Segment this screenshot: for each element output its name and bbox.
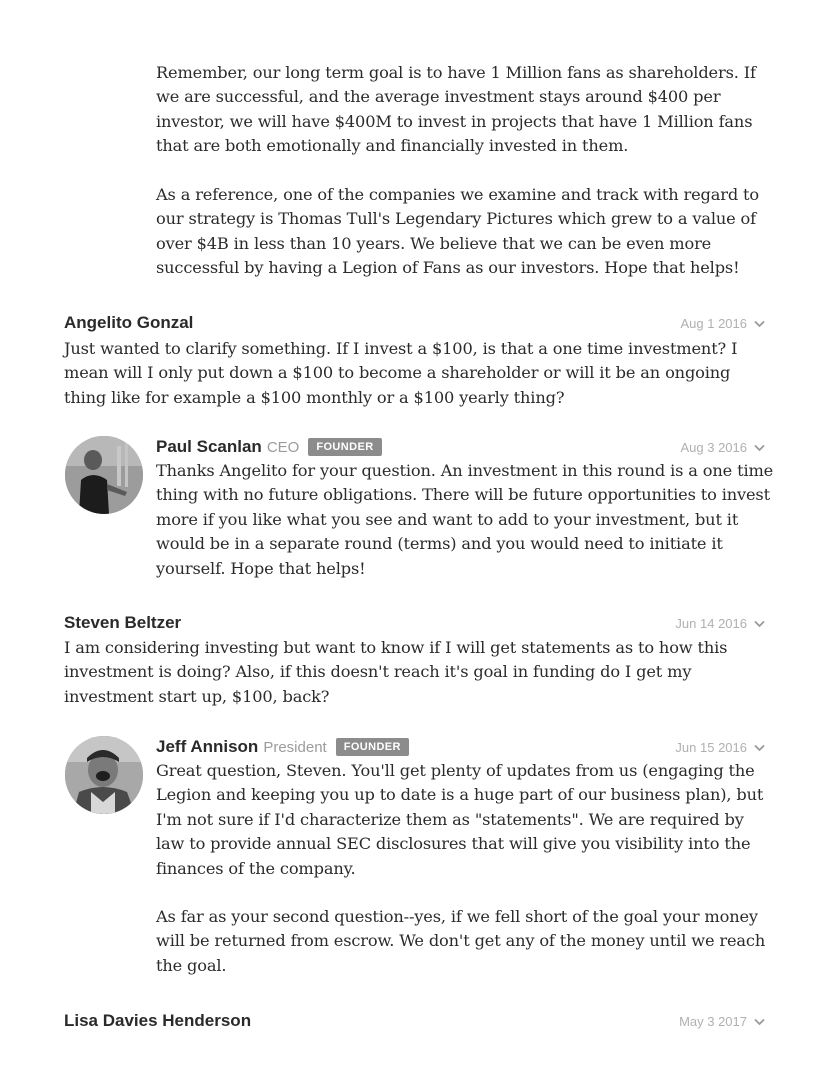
comment-header — [64, 613, 181, 633]
avatar-photo — [65, 736, 143, 814]
comment-date-text: Aug 1 2016 — [680, 316, 747, 331]
avatar[interactable] — [65, 736, 143, 814]
reply-role: CEO — [266, 438, 300, 456]
comment-header — [64, 1011, 251, 1031]
comment-author[interactable]: Lisa Davies Henderson — [64, 1011, 252, 1030]
chevron-down-icon[interactable] — [754, 444, 765, 452]
comment-date-text: Jun 14 2016 — [675, 616, 747, 631]
reply-paragraph: Great question, Steven. You'll get plenty of updates from us (engaging the Legion and keeping you up to date is a huge part of our business plan), but I'm not sure if I'd characterize them as "statements". We are required by law to provide annual SEC disclosures that will give you visibility into the finances of the company. — [156, 761, 764, 878]
comment-text: I am considering investing but want to know if I will get statements as to how this investment is doing? Also, if this doesn't reach it's goal in funding do I get my investment start up, $100, back? — [64, 638, 728, 706]
comment-date[interactable] — [675, 616, 765, 631]
reply-date[interactable] — [680, 440, 765, 455]
founder-badge: FOUNDER — [336, 738, 409, 756]
reply-paragraph: As a reference, one of the companies we examine and track with regard to our strategy is Thomas Tull's Legendary Pictures which grew to a value of over $4B in less than 10 years. We believe that we can be even more successful by having a Legion of Fans as our investors. Hope that helps! — [156, 185, 760, 278]
chevron-down-icon[interactable] — [754, 320, 765, 328]
reply-date[interactable] — [675, 740, 765, 755]
reply-date-text: Jun 15 2016 — [675, 740, 747, 755]
comment-date-text: May 3 2017 — [679, 1014, 747, 1029]
comment-header — [64, 313, 193, 333]
reply-author[interactable]: Jeff Annison — [156, 737, 259, 756]
reply-date-text: Aug 3 2016 — [680, 440, 747, 455]
comment-author[interactable]: Steven Beltzer — [64, 613, 182, 632]
comment-date[interactable] — [680, 316, 765, 331]
reply-text: Thanks Angelito for your question. An investment in this round is a one time thing with no future obligations. There will be future opportunities to invest more if you like what you see and want to add to your investment, but it would be in a separate round (terms) and you would need to initiate it yourself. Hope that helps! — [156, 461, 774, 578]
reply-paragraph: As far as your second question--yes, if we fell short of the goal your money will be returned from escrow. We don't get any of the money until we reach the goal. — [156, 907, 766, 975]
comment-text: Just wanted to clarify something. If I invest a $100, is that a one time investment? I mean will I only put down a $100 to become a shareholder or will it be an ongoing thing like for example a $100 monthly or a $100 yearly thing? — [64, 339, 738, 407]
chevron-down-icon[interactable] — [754, 744, 765, 752]
chevron-down-icon[interactable] — [754, 620, 765, 628]
comment-date[interactable] — [679, 1014, 765, 1029]
comment-author[interactable]: Angelito Gonzal — [64, 313, 194, 332]
founder-badge: FOUNDER — [308, 438, 381, 456]
chevron-down-icon[interactable] — [754, 1018, 765, 1026]
avatar[interactable] — [65, 436, 143, 514]
reply-header — [156, 737, 409, 757]
reply-author[interactable]: Paul Scanlan — [156, 437, 262, 456]
avatar-photo — [65, 436, 143, 514]
reply-header — [156, 437, 382, 457]
reply-paragraph: Remember, our long term goal is to have 1 Million fans as shareholders. If we are successful, and the average investment stays around $400 per investor, we will have $400M to invest in projects that have 1 Million fans that are both emotionally and financially invested in them. — [156, 63, 756, 156]
reply-role: President — [263, 738, 327, 756]
